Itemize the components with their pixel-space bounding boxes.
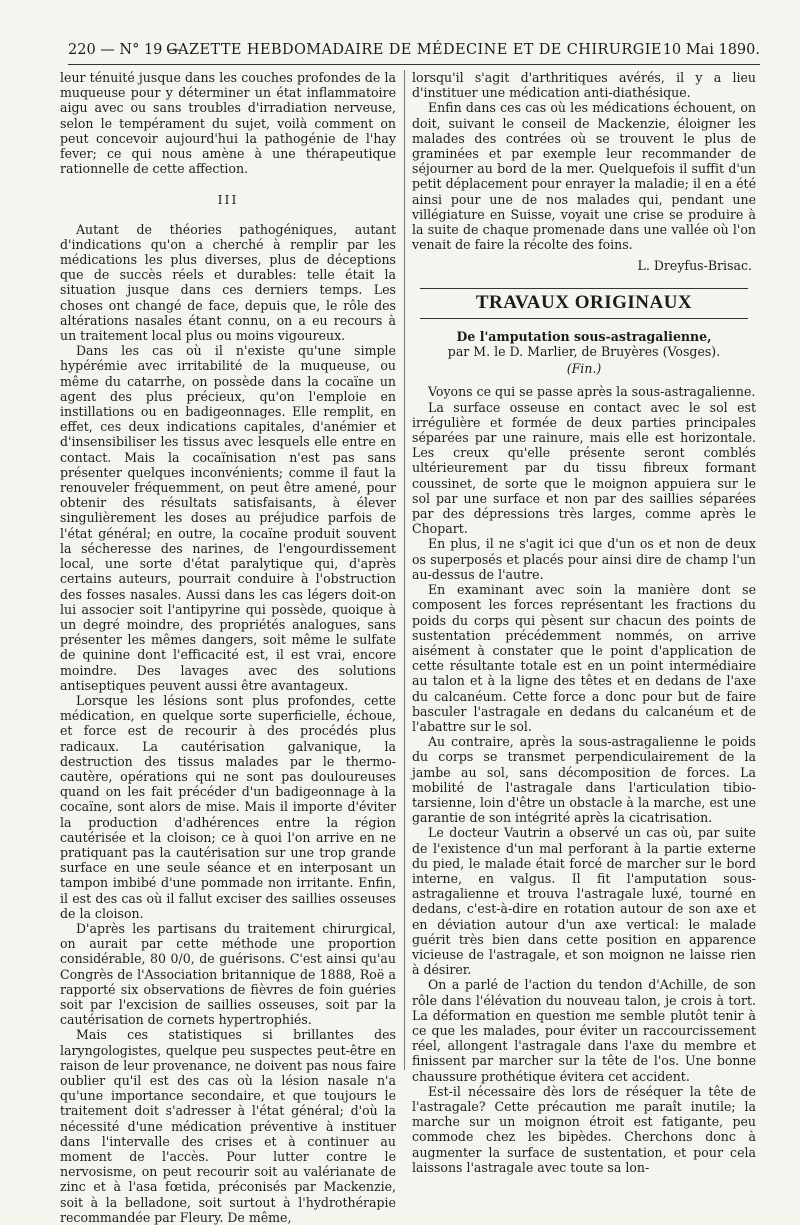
paragraph: Autant de théories pathogéniques, autant d'indications qu'on a cherché à remplir par les médications les plus diverses, plus de déceptions que de succès réels et durables: telle était la situation jusque dans ces derniers temps. Les choses ont changé de face, depuis que, le rôle des altérations nasales étant connu, on a eu recours à un traitement local plus ou moins vigoureux.	[60, 221, 396, 344]
section-heading-box	[420, 288, 748, 319]
journal-title: GAZETTE HEBDOMADAIRE DE MÉDECINE ET DE CHIRURGIE	[166, 42, 662, 58]
page-number: 220 — N° 19 —	[68, 42, 182, 58]
paragraph: Le docteur Vautrin a observé un cas où, par suite de l'existence d'un mal perforant à la partie externe du pied, le malade était forcé de marcher sur le bord interne, en valgus. Il fit l'amputation sous-astragalienne et trouva l'astragale luxé, tourné en dedans, c'est-à-dire en rotation autour de son axe et en déviation autour d'un axe vertical: le malade guérit très bien dans cette position en apparence vicieuse de l'astragale, et son moignon ne laisse rien à désirer.	[412, 825, 756, 978]
article-continuation-note: (Fin.)	[566, 361, 602, 377]
paragraph: La surface osseuse en contact avec le sol est irrégulière et formée de deux parties principales séparées par une rainure, mais elle est horizontale. Les creux qu'elle présente seront comblés ultérieurement par du tissu fibreux formant coussinet, de sorte que le moignon appuiera sur le sol par une surface et non par des saillies séparées par des dépressions très larges, comme après le Chopart.	[412, 399, 756, 537]
paragraph: Mais ces statistiques si brillantes des laryngologistes, quelque peu suspectes peut-être en raison de leur provenance, ne doivent pas nous faire oublier qu'il est des cas où la lésion nasale n'a qu'une importance secondaire, et que toujours le traitement doit s'adresser à l'état général; d'où la nécessité d'une médication préventive à instituer dans l'intervalle des crises et à continuer au moment de l'accès. Pour lutter contre le nervosisme, on peut recourir soit au valérianate de zinc et à l'asa fœtida, préconisés par Mackenzie, soit à la belladone, soit surtout à l'hydrothérapie recommandée par Fleury. De même,	[60, 1027, 396, 1225]
paragraph: D'après les partisans du traitement chirurgical, on aurait par cette méthode une proportion considérable, 80 0/0, de guérisons. C'est ainsi qu'au Congrès de l'Association britannique de 1888, Roë a rapporté six observations de fièvres de foin guéries soit par l'excision de saillies osseuses, soit par la cautérisation de cornets hypertrophiés.	[60, 920, 396, 1028]
paragraph: Est-il nécessaire dès lors de réséquer la tête de l'astragale? Cette précaution me paraît inutile; la marche sur un moignon étroit est fatigante, peu commode chez les bipèdes. Cherchons donc à augmenter la surface de sustentation, et pour cela laissons l'astragale avec toute sa lon-	[412, 1083, 756, 1175]
paragraph: En plus, il ne s'agit ici que d'un os et non de deux os superposés et placés pour ainsi dire de champ l'un au-dessus de l'autre.	[412, 536, 756, 582]
article-author: par M. le D. Marlier, de Bruyères (Vosges).	[447, 344, 721, 360]
paragraph: Au contraire, après la sous-astragalienne le poids du corps se transmet perpendiculairement de la jambe au sol, sans décomposition de forces. La mobilité de l'astragale dans l'articulation tibio-tarsienne, loin d'être un obstacle à la marche, est une garantie de son intégrité après la cicatrisation.	[412, 734, 756, 826]
article-title: De l'amputation sous-astragalienne,	[456, 328, 712, 344]
paragraph: Dans les cas où il n'existe qu'une simple hypérémie avec irritabilité de la muqueuse, ou même du catarrhe, on possède dans la cocaïne un agent des plus précieux, qu'on l'emploie en instillations ou en badigeonnages. Elle remplit, en effet, ces deux indications capitales, d'anémier et d'insensibiliser les tissus avec lesquels elle entre en contact. Mais la cocaïnisation n'est pas sans présenter quelques inconvénients; comme il faut la renouveler fréquemment, on peut être amené, pour obtenir des résultats satisfaisants, à élever singulièrement les doses au préjudice parfois de l'état général; en outre, la cocaïne produit souvent la sécheresse des narines, de l'engourdissement local, une sorte d'état paralytique qui, d'après certains auteurs, pourrait conduire à l'obstruction des fosses nasales. Aussi dans les cas légers doit-on lui associer soit l'antipyrine qui possède, quoique à un degré moindre, des propriétés analogues, sans présenter les mêmes dangers, soit même le sulfate de quinine dont l'efficacité est, il est vrai, encore moindre. Des lavages avec des solutions antiseptiques peuvent aussi être avantageux.	[60, 343, 396, 693]
paragraph: Lorsque les lésions sont plus profondes, cette médication, en quelque sorte superficielle, échoue, et force est de recourir à des procédés plus radicaux. La cautérisation galvanique, la destruction des tissus malades par le thermo-cautère, opérations qui ne sont pas douloureuses quand on les fait précéder d'un badigeonnage à la cocaïne, sont alors de mise. Mais il importe d'éviter la production d'adhérences entre la région cautérisée et la cloison; ce à quoi l'on arrive en ne pratiquant pas la cautérisation sur une trop grande surface en une seule séance et en interposant un tampon imbibé d'une pommade non irritante. Enfin, il est des cas où il fallut exciser des saillies osseuses de la cloison.	[60, 692, 396, 921]
left-column	[60, 70, 396, 1225]
right-column	[412, 70, 756, 1175]
issue-date: 10 Mai 1890.	[662, 42, 760, 58]
section-number: III	[217, 192, 239, 208]
intro-paragraph: leur ténuité jusque dans les couches profondes de la muqueuse pour y déterminer un état inflammatoire aigu avec ou sans troubles d'irradiation nerveuse, selon le tempérament du sujet, voilà comment on peut concevoir aujourd'hui la pathogénie de l'hay fever; ce qui nous amène à une thérapeutique rationnelle de cette affection.	[60, 70, 396, 177]
paragraph: On a parlé de l'action du tendon d'Achille, de son rôle dans l'élévation du nouveau talon, je crois à tort. La déformation en question me semble plutôt tenir à ce que les malades, pour éviter un raccourcissement réel, allongent l'astragale dans l'axe du membre et finissent par marcher sur la tête de l'os. Une bonne chaussure prothétique évitera cet accident.	[412, 977, 756, 1084]
section-heading: TRAVAUX ORIGINAUX	[475, 291, 693, 313]
paragraph: En examinant avec soin la manière dont se composent les forces représentant les fractions du poids du corps qui pèsent sur chacun des points de sustentation précédemment nommés, on arrive aisément à constater que le point d'application de cette résultante totale est en un point intermédiaire au talon et à la ligne des têtes et en dedans de l'axe du calcanéum. Cette force a donc pour but de faire basculer l'astragale en dedans du calcanéum et de l'abattre sur le sol.	[412, 582, 756, 734]
paragraph: lorsqu'il s'agit d'arthritiques avérés, il y a lieu d'instituer une médication anti-diathésique.	[412, 70, 756, 101]
page-header	[68, 38, 760, 65]
paragraph: Voyons ce qui se passe après la sous-astragalienne.	[428, 384, 756, 400]
column-divider	[404, 70, 405, 1070]
author-signature: L. Dreyfus-Brisac.	[637, 258, 752, 274]
paragraph: Enfin dans ces cas où les médications échouent, on doit, suivant le conseil de Mackenzie, éloigner les malades des contrées où se trouvent le plus de graminées et par exemple leur recommander de séjourner au bord de la mer. Quelquefois il suffit d'un petit déplacement pour enrayer la maladie; il en a été ainsi pour une de nos malades qui, pendant une villégiature en Suisse, voyait une crise se produire à la suite de chaque promenade dans une vallée où l'on venait de faire la récolte des foins.	[412, 100, 756, 253]
